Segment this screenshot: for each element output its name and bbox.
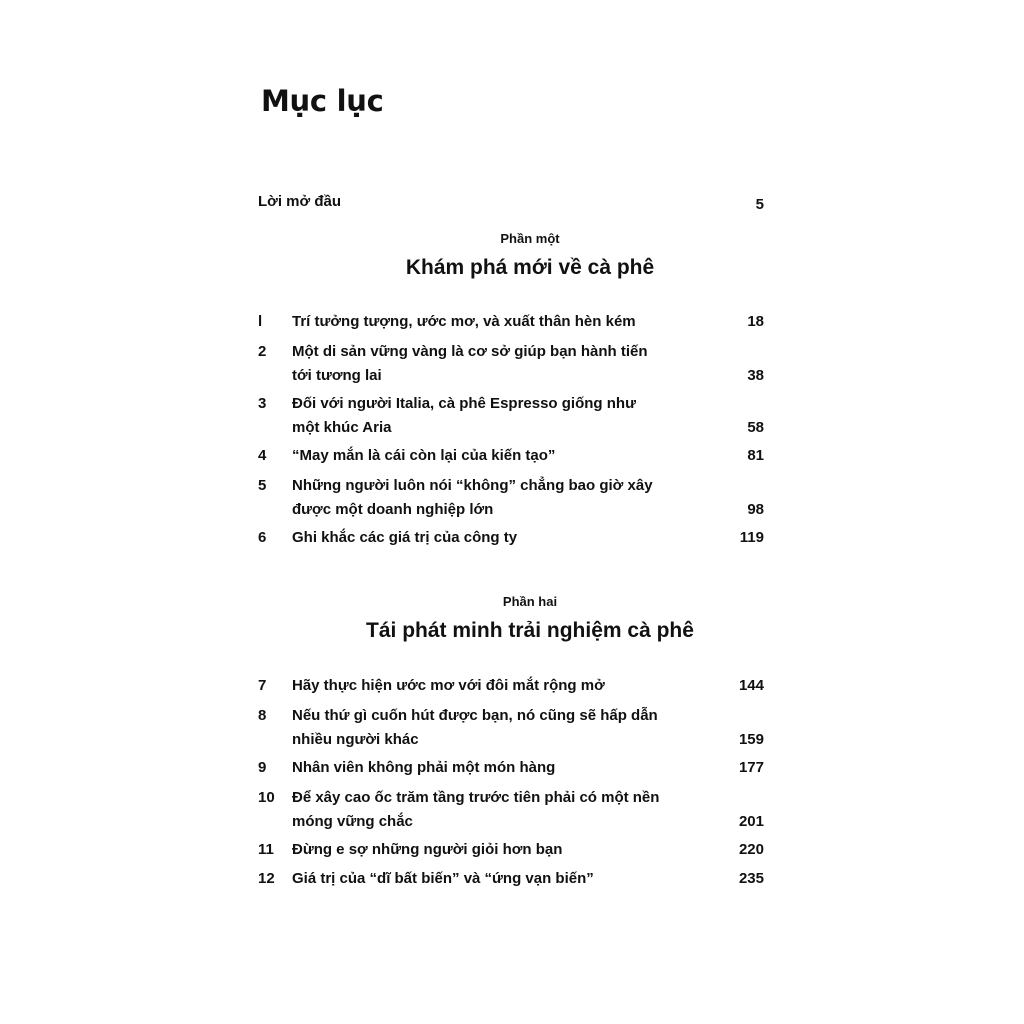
toc-entry[interactable]: [258, 392, 764, 440]
chapter-title: Đối với người Italia, cà phê Espresso giống như một khúc Aria: [292, 395, 636, 436]
toc-entry[interactable]: [258, 756, 764, 780]
toc-entry[interactable]: [258, 340, 764, 388]
chapter-number: 10: [258, 789, 275, 806]
chapter-number: 2: [258, 343, 267, 360]
chapter-number: 5: [258, 477, 267, 494]
chapter-page: 18: [747, 313, 764, 330]
chapter-number: 12: [258, 870, 275, 887]
chapter-title: Đừng e sợ những người giỏi hơn bạn: [292, 841, 563, 858]
page-title: Mục lục: [261, 84, 384, 118]
toc-intro-row[interactable]: [258, 193, 764, 213]
chapter-number: 11: [258, 841, 274, 858]
toc-entry[interactable]: [258, 474, 764, 522]
chapter-number: 3: [258, 395, 267, 412]
toc-entry[interactable]: [258, 867, 764, 891]
chapter-page: 177: [738, 759, 764, 776]
toc-entry[interactable]: [258, 310, 764, 334]
toc-entry[interactable]: [258, 838, 764, 862]
part-two-label: Phần hai: [502, 594, 558, 609]
intro-label: Lời mở đầu: [258, 193, 341, 210]
part-one-label: Phần một: [500, 231, 560, 246]
chapter-page: 144: [738, 677, 764, 694]
chapter-number: l: [258, 313, 263, 330]
chapter-title: Để xây cao ốc trăm tầng trước tiên phải có một nền móng vững chắc: [292, 789, 660, 830]
toc-entry[interactable]: [258, 786, 764, 834]
toc-entry[interactable]: [258, 674, 764, 698]
chapter-title: Nhân viên không phải một món hàng: [292, 759, 556, 776]
chapter-page: 38: [747, 367, 764, 384]
part-two-title: Tái phát minh trải nghiệm cà phê: [366, 619, 694, 642]
chapter-number: 9: [258, 759, 267, 776]
chapter-title: Những người luôn nói “không” chẳng bao giờ xây được một doanh nghiệp lớn: [292, 477, 653, 518]
chapter-title: Trí tưởng tượng, ước mơ, và xuất thân hèn kém: [292, 313, 636, 330]
part-one-title: Khám phá mới về cà phê: [405, 256, 655, 279]
chapter-page: 159: [738, 731, 764, 748]
chapter-page: 201: [738, 813, 764, 830]
chapter-title: Một di sản vững vàng là cơ sở giúp bạn hành tiến tới tương lai: [292, 343, 648, 384]
chapter-title: “May mắn là cái còn lại của kiến tạo”: [292, 447, 556, 464]
chapter-page: 81: [747, 447, 764, 464]
toc-entry[interactable]: [258, 704, 764, 752]
chapter-title: Ghi khắc các giá trị của công ty: [292, 529, 518, 546]
chapter-page: 220: [738, 841, 764, 858]
chapter-number: 8: [258, 707, 267, 724]
chapter-number: 4: [258, 447, 267, 464]
chapter-title: Giá trị của “dĩ bất biến” và “ứng vạn biến”: [292, 870, 594, 887]
chapter-number: 6: [258, 529, 267, 546]
chapter-page: 235: [738, 870, 764, 887]
chapter-page: 98: [747, 501, 764, 518]
chapter-page: 58: [747, 419, 764, 436]
chapter-title: Nếu thứ gì cuốn hút được bạn, nó cũng sẽ hấp dẫn nhiều người khác: [292, 707, 658, 748]
chapter-page: 119: [739, 529, 764, 546]
toc-entry[interactable]: [258, 526, 764, 550]
chapter-number: 7: [258, 677, 267, 694]
toc-entry[interactable]: [258, 444, 764, 468]
chapter-title: Hãy thực hiện ước mơ với đôi mắt rộng mở: [292, 677, 605, 694]
intro-page: 5: [755, 196, 764, 213]
